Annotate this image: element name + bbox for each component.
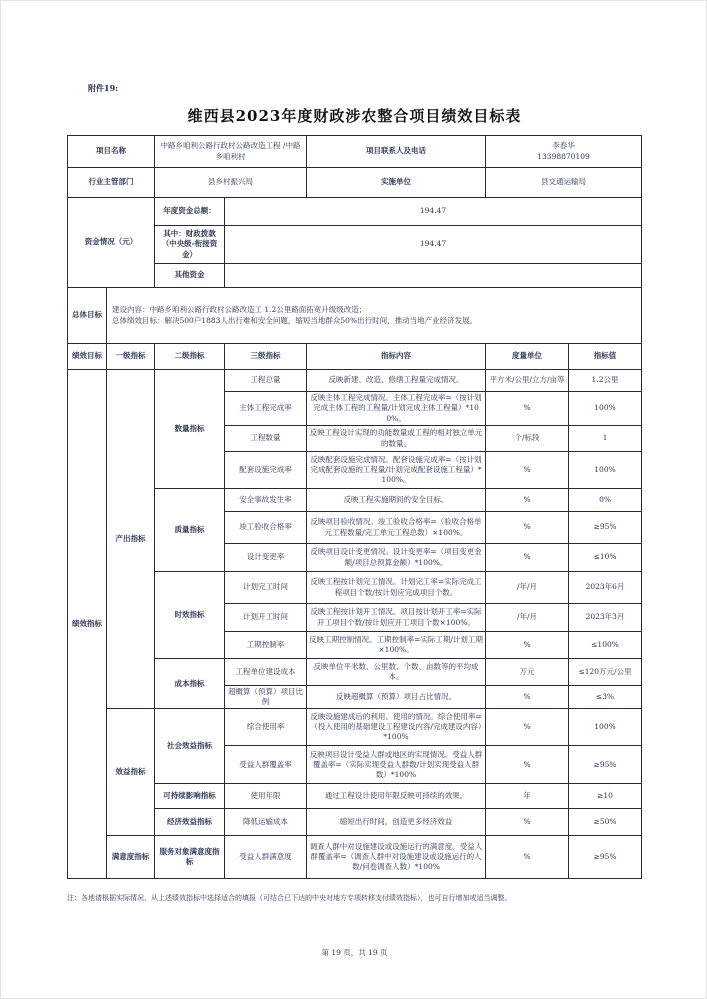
indicator-content: 调查人群中对设施建设或设施运行的满意度。受益人群覆盖率=（调查人群中对设施建设或设施运行的人数/问卷调查人数）*100% bbox=[307, 836, 486, 879]
indicator-unit: % bbox=[486, 489, 569, 512]
info-row-project bbox=[68, 136, 642, 168]
indicator-row bbox=[68, 784, 642, 809]
indicator-unit: 个/标段 bbox=[486, 426, 569, 452]
header-value: 指标值 bbox=[569, 344, 642, 370]
header-performance-goal: 绩效目标 bbox=[68, 344, 107, 370]
level3-name: 计划开工时间 bbox=[225, 604, 307, 632]
level3-name: 计划完工时间 bbox=[225, 572, 307, 604]
indicator-value: 100% bbox=[569, 392, 642, 426]
indicator-unit: % bbox=[486, 452, 569, 489]
group-timeliness: 时效指标 bbox=[155, 572, 225, 659]
indicator-unit: % bbox=[486, 512, 569, 544]
level3-name: 设计变更率 bbox=[225, 544, 307, 572]
funding-label: 资金情况（元） bbox=[68, 198, 155, 288]
indicator-content: 反映配套设施完成情况。配套设施完成率=（按计划完成配套设施的工程量/计划完成配套设施工程量）*100%。 bbox=[307, 452, 486, 489]
indicator-content: 反映项目验收情况。竣工验收合格率=（验收合格单元工程数量/完工单元工程总数）×100%。 bbox=[307, 512, 486, 544]
level3-name: 安全事故发生率 bbox=[225, 489, 307, 512]
attachment-label: 附件19: bbox=[88, 83, 119, 93]
indicator-value: 0% bbox=[569, 489, 642, 512]
funding-row-fiscal bbox=[68, 226, 642, 264]
level3-name: 降低运输成本 bbox=[225, 809, 307, 836]
performance-target-table bbox=[67, 135, 642, 879]
indicator-value: ≤10% bbox=[569, 544, 642, 572]
indicator-row bbox=[68, 489, 642, 512]
indicator-value: ≤100% bbox=[569, 632, 642, 659]
header-level1: 一级指标 bbox=[107, 344, 155, 370]
indicator-unit: % bbox=[486, 709, 569, 746]
goal-line-performance: 总体绩效目标：解决500户1883人出行难和安全问题，缩短当地群众50%出行时间，推动当地产业经济发展。 bbox=[112, 316, 478, 325]
indicator-content: 缩短出行时间，创造更多经济效益 bbox=[307, 809, 486, 836]
level3-name: 竣工验收合格率 bbox=[225, 512, 307, 544]
group-quality: 质量指标 bbox=[155, 489, 225, 572]
project-name-value: 中路乡咱利公路行政村公路改造工程 /中路乡咱利村 bbox=[155, 136, 307, 168]
indicator-content: 反映工程按计划完工情况。计划完工率=实际完成工程项目个数/按计划应完成项目个数。 bbox=[307, 572, 486, 604]
indicator-unit: % bbox=[486, 809, 569, 836]
indicator-content: 反映工程实施期间的安全目标。 bbox=[307, 489, 486, 512]
indicator-content: 反映工期控制情况。工期控制率=实际工期/计划工期×100%。 bbox=[307, 632, 486, 659]
indicator-value: ≥95% bbox=[569, 512, 642, 544]
indicator-row bbox=[68, 370, 642, 392]
indicator-content: 反映主体工程完成情况。主体工程完成率=（按计划完成主体工程的工程量/计划完成主体工程量）*100%。 bbox=[307, 392, 486, 426]
group-satisfaction: 满意度指标 bbox=[107, 836, 155, 879]
indicator-header-row bbox=[68, 344, 642, 370]
overall-goal-label: 总体目标 bbox=[68, 288, 107, 344]
indicator-value: ≤120万元/公里 bbox=[569, 659, 642, 686]
contact-value bbox=[486, 136, 642, 168]
level3-name: 主体工程完成率 bbox=[225, 392, 307, 426]
contact-label: 项目联系人及电话 bbox=[307, 136, 486, 168]
indicator-value: 1.2公里 bbox=[569, 370, 642, 392]
indicator-unit: % bbox=[486, 836, 569, 879]
overall-goal-row bbox=[68, 288, 642, 344]
indicator-unit: % bbox=[486, 686, 569, 709]
level3-name: 受益人群覆盖率 bbox=[225, 746, 307, 784]
group-output: 产出指标 bbox=[107, 370, 155, 709]
group-benefit: 效益指标 bbox=[107, 709, 155, 836]
indicator-value: 100% bbox=[569, 452, 642, 489]
indicator-value: ≥95% bbox=[569, 746, 642, 784]
indicator-unit: % bbox=[486, 746, 569, 784]
indicator-content: 反映工程按计划开工情况。项目按计划开工率=实际开工项目个数/按计划应开工项目个数×100%。 bbox=[307, 604, 486, 632]
indicator-value: 100% bbox=[569, 709, 642, 746]
indicator-value: ≥10 bbox=[569, 784, 642, 809]
indicator-row bbox=[68, 709, 642, 746]
level3-name: 工期控制率 bbox=[225, 632, 307, 659]
indicator-value: 2023年3月 bbox=[569, 604, 642, 632]
funding-total-value: 194.47 bbox=[225, 198, 642, 226]
funding-other-label: 其他资金 bbox=[155, 264, 225, 288]
indicator-content: 反映单位平米数、公里数、个数、亩数等的平均成本。 bbox=[307, 659, 486, 686]
funding-total-label: 年度资金总额： bbox=[155, 198, 225, 226]
funding-row-other bbox=[68, 264, 642, 288]
level3-name: 工程总量 bbox=[225, 370, 307, 392]
group-cost: 成本指标 bbox=[155, 659, 225, 709]
indicator-row bbox=[68, 809, 642, 836]
page-number: 第 19 页，共 19 页 bbox=[321, 948, 388, 957]
indicator-unit: 年 bbox=[486, 784, 569, 809]
level3-name: 受益人群满意度 bbox=[225, 836, 307, 879]
indicator-unit: /年/月 bbox=[486, 572, 569, 604]
level3-name: 配套设施完成率 bbox=[225, 452, 307, 489]
footnote: 注：各地请根据实际情况，从上述绩效指标中选择适合的填报（可结合已下达的中央对地方专项转移支付绩效指标），也可自行增加或适当调整。 bbox=[67, 894, 512, 902]
header-content: 指标内容 bbox=[307, 344, 486, 370]
indicator-content: 反映项目设计受益人群或地区的实现情况。受益人群覆盖率=（实际实现受益人群数/计划实现受益人群数）*100% bbox=[307, 746, 486, 784]
group-service-satisfaction: 服务对象满意度指标 bbox=[155, 836, 225, 879]
indicator-value: ≤3% bbox=[569, 686, 642, 709]
indicator-unit: 万元 bbox=[486, 659, 569, 686]
indicator-content: 反映设施建成后的利用、使用的情况。综合使用率=（投入使用的基础建设工程建设内容/完成建设内容）*100% bbox=[307, 709, 486, 746]
indicator-unit: % bbox=[486, 544, 569, 572]
impl-label: 实施单位 bbox=[307, 168, 486, 198]
level3-name: 使用年限 bbox=[225, 784, 307, 809]
indicator-unit: 平方米/公里/立方/亩等 bbox=[486, 370, 569, 392]
level3-name: 超概算（预算）项目比例 bbox=[225, 686, 307, 709]
indicator-content: 反映超概算（预算）项目占比情况。 bbox=[307, 686, 486, 709]
indicator-content: 反映项目设计变更情况。设计变更率=（项目变更金额/项目总预算金额）*100%。 bbox=[307, 544, 486, 572]
goal-line-construction: 建设内容：中路乡咱利公路行政村公路改造工 1.2公里路面拓宽升级级改造； bbox=[112, 304, 367, 314]
impl-value: 县交通运输局 bbox=[486, 168, 642, 198]
indicator-row bbox=[68, 572, 642, 604]
contact-phone: 13398870109 bbox=[537, 151, 590, 161]
funding-other-value bbox=[225, 264, 642, 288]
group-economic: 经济效益指标 bbox=[155, 809, 225, 836]
header-level3: 三级指标 bbox=[225, 344, 307, 370]
group-social: 社会效益指标 bbox=[155, 709, 225, 784]
header-level2: 二级指标 bbox=[155, 344, 225, 370]
performance-indicator-cell: 绩效指标 bbox=[68, 370, 107, 879]
indicator-value: ≥95% bbox=[569, 836, 642, 879]
indicator-unit: % bbox=[486, 632, 569, 659]
page-title: 维西县2023年度财政涉农整合项目绩效目标表 bbox=[187, 107, 522, 125]
level3-name: 工程单位建设成本 bbox=[225, 659, 307, 686]
indicator-content: 反映新建、改造、修缮工程量完成情况。 bbox=[307, 370, 486, 392]
indicator-value: 2023年6月 bbox=[569, 572, 642, 604]
indicator-content: 反映工程设计实现的功能数量或工程的相对独立单元的数量。 bbox=[307, 426, 486, 452]
group-sustainable: 可持续影响指标 bbox=[155, 784, 225, 809]
overall-goal-content bbox=[107, 288, 642, 344]
indicator-row bbox=[68, 836, 642, 879]
indicator-content: 通过工程设计使用年限反映可持续的效果。 bbox=[307, 784, 486, 809]
indicator-unit: % bbox=[486, 392, 569, 426]
level3-name: 综合使用率 bbox=[225, 709, 307, 746]
indicator-row bbox=[68, 659, 642, 686]
header-unit: 度量单位 bbox=[486, 344, 569, 370]
group-quantity: 数量指标 bbox=[155, 370, 225, 489]
project-name-label: 项目名称 bbox=[68, 136, 155, 168]
dept-label: 行业主管部门 bbox=[68, 168, 155, 198]
indicator-value: ≥50% bbox=[569, 809, 642, 836]
funding-row-total bbox=[68, 198, 642, 226]
indicator-value: 1 bbox=[569, 426, 642, 452]
funding-fiscal-label: 其中：财政拨款（中央级-衔接资金） bbox=[155, 226, 225, 264]
contact-name: 李春华 bbox=[552, 141, 575, 151]
level3-name: 工程数量 bbox=[225, 426, 307, 452]
dept-value: 县乡村振兴局 bbox=[155, 168, 307, 198]
info-row-dept bbox=[68, 168, 642, 198]
indicator-unit: /年/月 bbox=[486, 604, 569, 632]
funding-fiscal-value: 194.47 bbox=[225, 226, 642, 264]
